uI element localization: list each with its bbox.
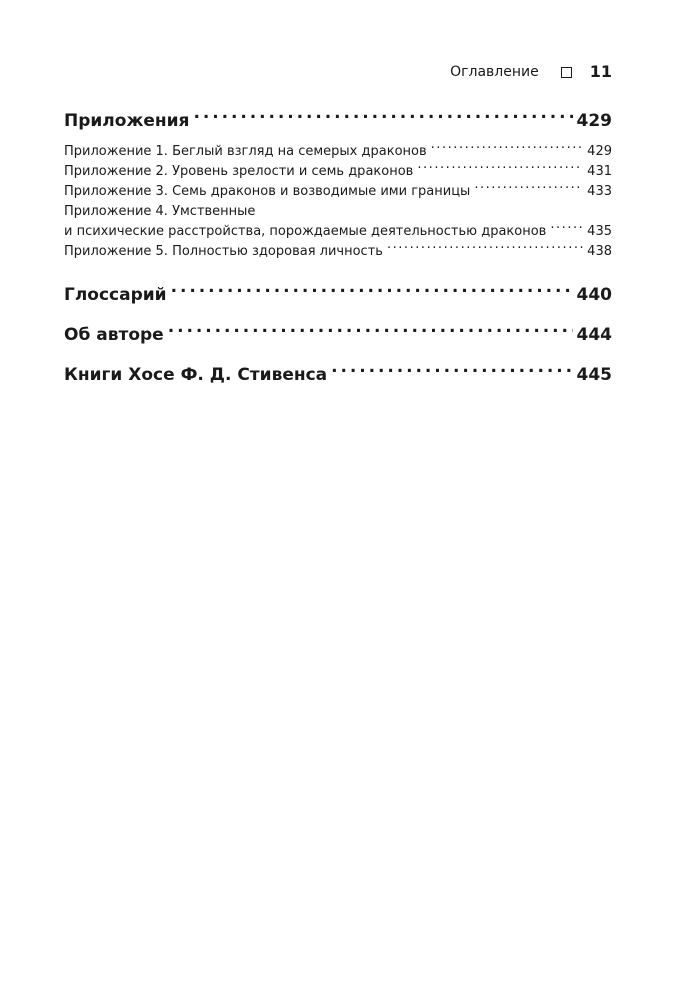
dot-leader — [327, 363, 572, 380]
dot-leader — [189, 109, 572, 126]
page-number: 11 — [589, 62, 612, 81]
dot-leader — [427, 142, 584, 155]
toc-subentry-title: Приложение 2. Уровень зрелости и семь драконов — [64, 164, 414, 179]
toc-subentry-appendix-3[interactable] — [64, 182, 612, 202]
dot-leader — [164, 323, 573, 340]
toc-subentry-appendix-5[interactable] — [64, 242, 612, 262]
dot-leader — [413, 162, 583, 175]
toc-subentry-title: Приложение 1. Беглый взгляд на семерых драконов — [64, 144, 427, 159]
running-header-section-title: Оглавление — [450, 63, 539, 80]
toc-subentry-appendix-4[interactable] — [64, 202, 612, 242]
toc-entry-title: Книги Хосе Ф. Д. Стивенса — [64, 365, 328, 385]
table-of-contents — [64, 108, 612, 388]
toc-entry-page: 429 — [576, 111, 612, 131]
toc-subentry-title-line2: и психические расстройства, порождаемые деятельностью драконов — [64, 224, 547, 239]
toc-subentry-title-line1: Приложение 4. Умственные — [64, 204, 256, 219]
appendix-sub-entries — [64, 142, 612, 262]
toc-entry-title: Глоссарий — [64, 285, 167, 305]
square-bullet-icon — [561, 67, 572, 78]
toc-entry-page: 445 — [576, 365, 612, 385]
toc-subentry-title: Приложение 3. Семь драконов и возводимые ими границы — [64, 184, 471, 199]
toc-entry-about-author[interactable] — [64, 322, 612, 348]
toc-subentry-page: 429 — [587, 144, 612, 159]
toc-subentry-page: 431 — [587, 164, 612, 179]
dot-leader — [470, 182, 583, 195]
toc-entry-glossary[interactable] — [64, 282, 612, 308]
toc-entry-title: Приложения — [64, 111, 190, 131]
toc-subentry-appendix-2[interactable] — [64, 162, 612, 182]
running-header — [64, 62, 612, 81]
dot-leader — [546, 222, 583, 235]
toc-entry-appendices[interactable] — [64, 108, 612, 134]
toc-subentry-title: Приложение 5. Полностью здоровая личность — [64, 244, 383, 259]
dot-leader — [383, 242, 583, 255]
toc-subentry-page: 435 — [587, 224, 612, 239]
toc-entry-page: 440 — [576, 285, 612, 305]
toc-entry-books[interactable] — [64, 362, 612, 388]
toc-subentry-appendix-1[interactable] — [64, 142, 612, 162]
toc-subentry-page: 438 — [587, 244, 612, 259]
toc-entry-title: Об авторе — [64, 325, 164, 345]
dot-leader — [167, 283, 573, 300]
toc-subentry-page: 433 — [587, 184, 612, 199]
toc-entry-page: 444 — [576, 325, 612, 345]
